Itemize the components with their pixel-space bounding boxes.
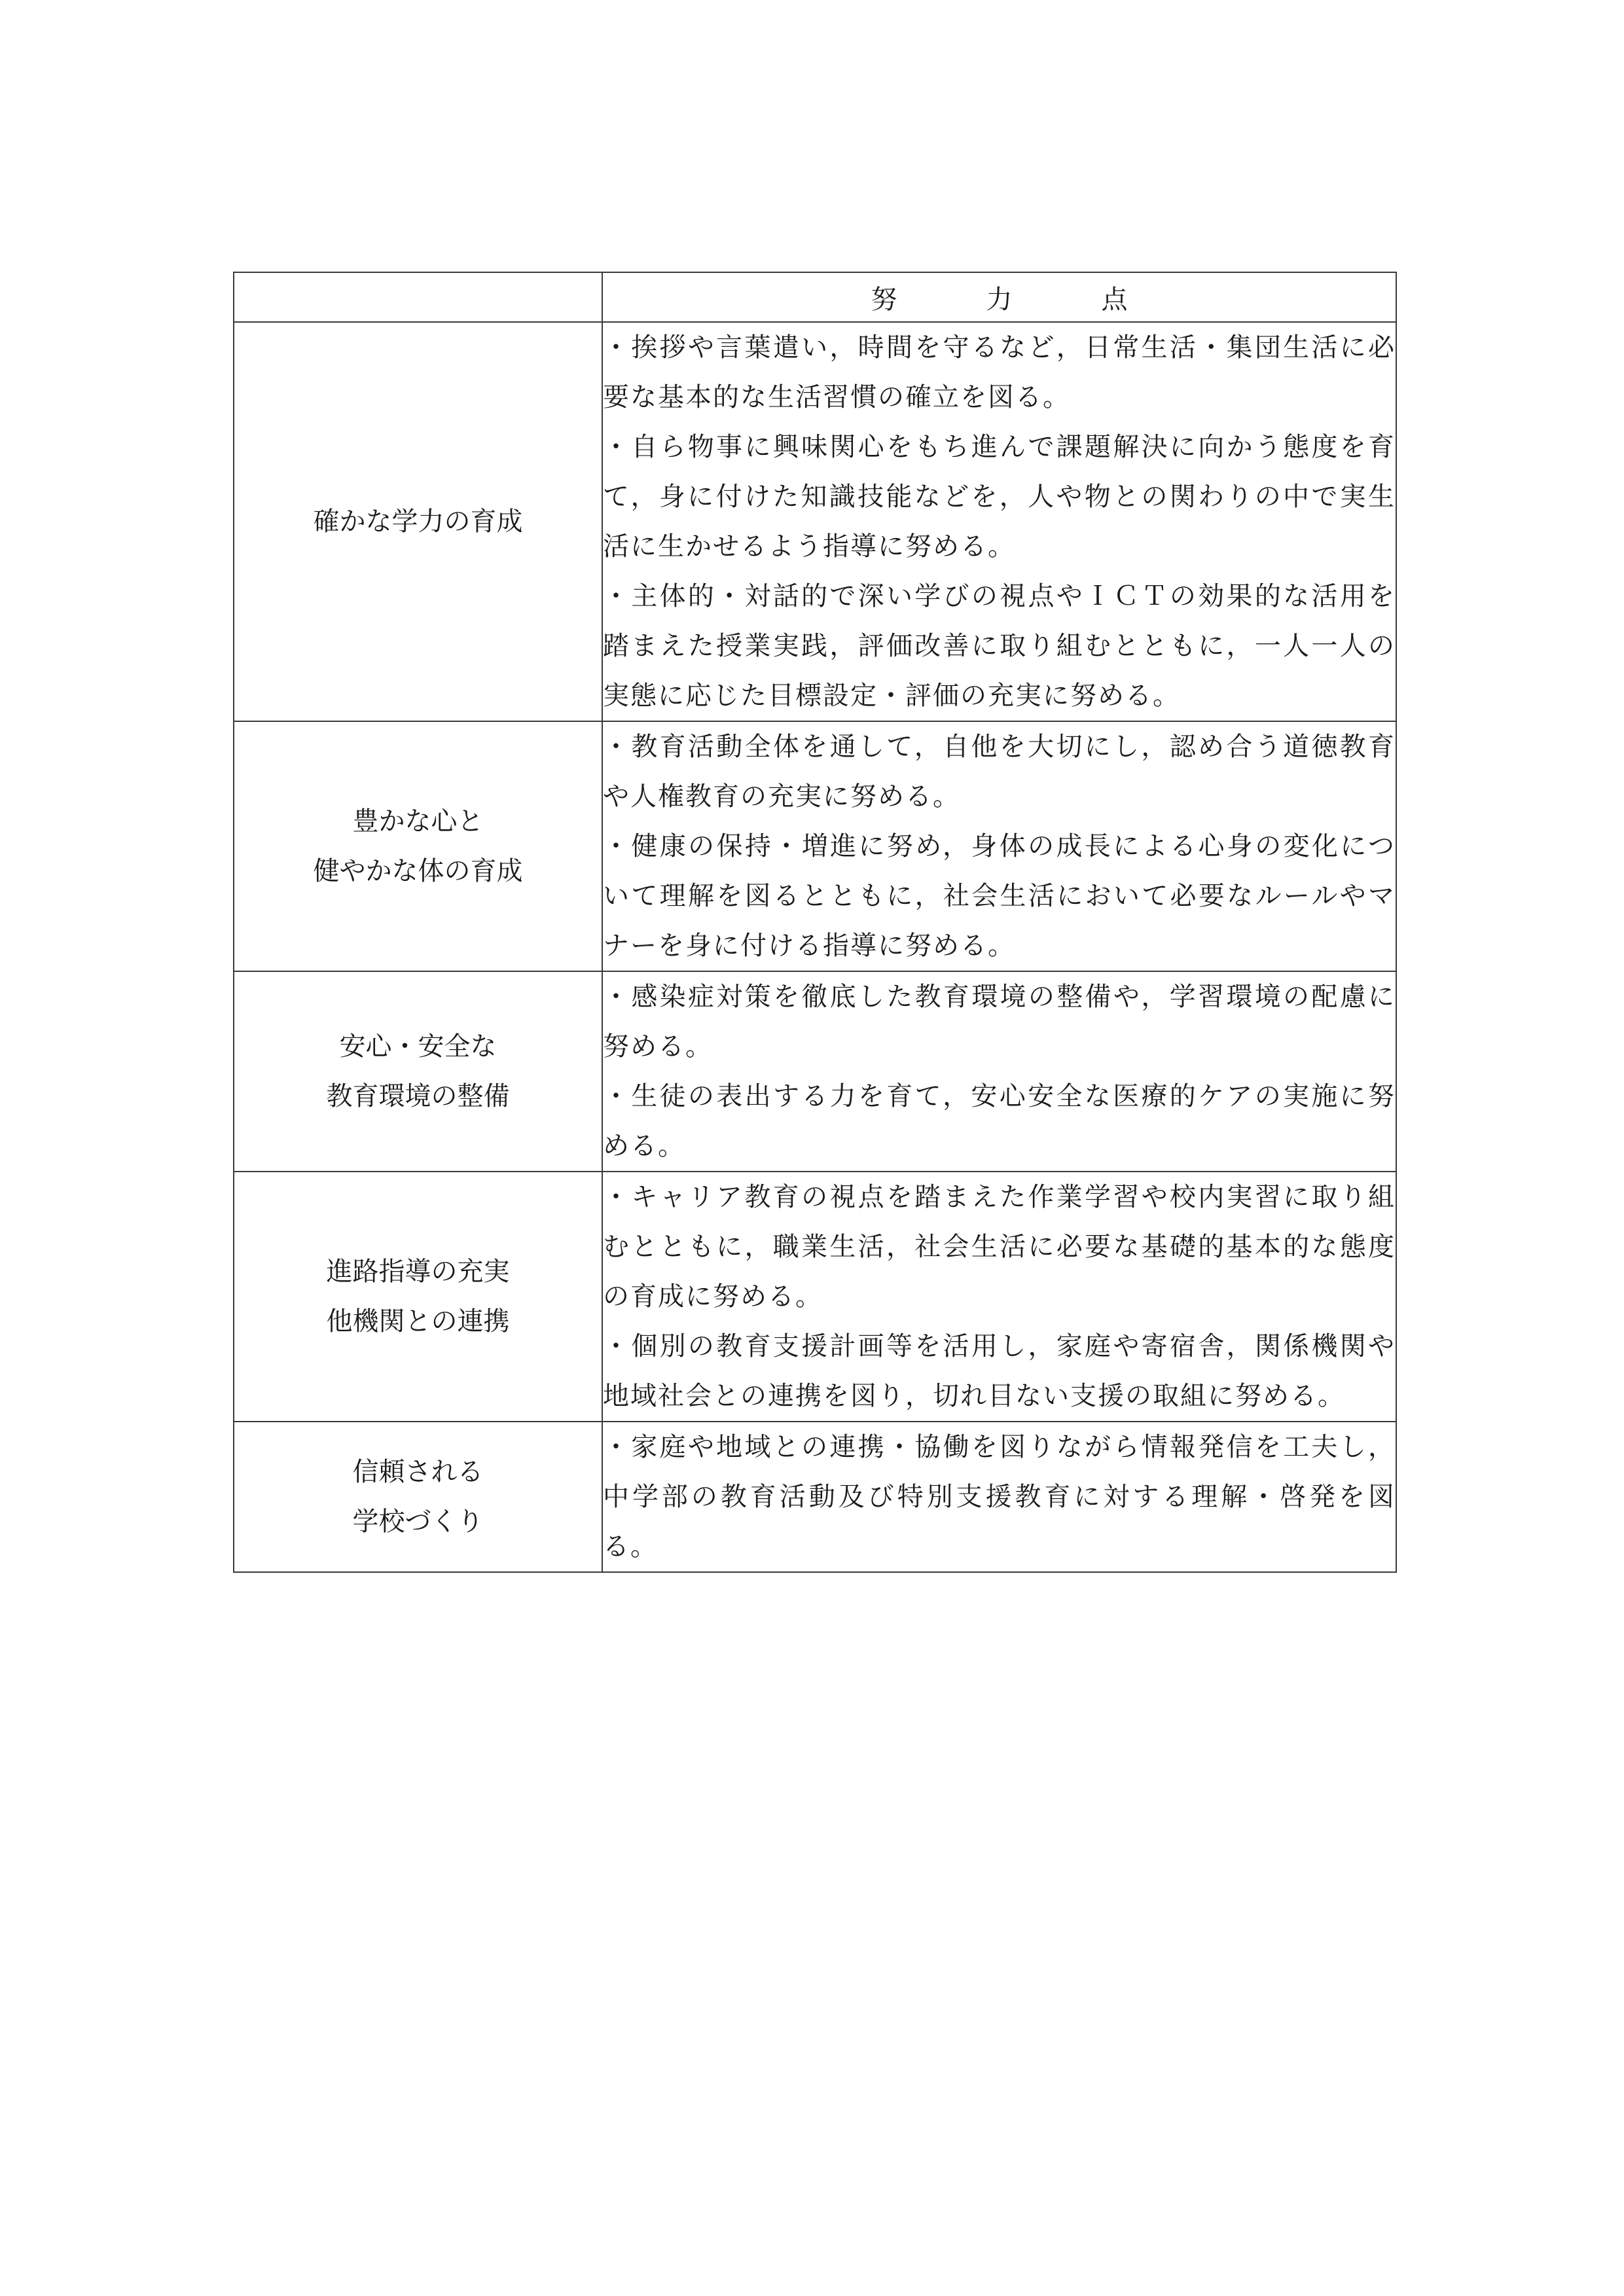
table-row	[234, 721, 1396, 971]
bullet-item: ・主体的・対話的で深い学びの視点やＩＣＴの効果的な活用を踏まえた授業実践，評価改善に取り組むとともに，一人一人の実態に応じた目標設定・評価の充実に努める。	[603, 581, 1396, 711]
row-body-cell	[602, 971, 1396, 1172]
row-label: 進路指導の充実	[326, 1257, 510, 1287]
row-label: 健やかな体の育成	[313, 856, 523, 886]
bullet-item: ・キャリア教育の視点を踏まえた作業学習や校内実習に取り組むとともに，職業生活，社会生活に必要な基礎的基本的な態度の育成に努める。	[603, 1182, 1396, 1312]
row-label: 教育環境の整備	[326, 1081, 510, 1111]
effort-points-table	[233, 272, 1397, 1573]
table-row	[234, 1172, 1396, 1422]
row-label-cell	[234, 721, 602, 971]
table-row	[234, 971, 1396, 1172]
row-label-cell	[234, 1172, 602, 1422]
row-label: 確かな学力の育成	[313, 507, 523, 537]
bullet-item: ・自ら物事に興味関心をもち進んで課題解決に向かう態度を育て，身に付けた知識技能などを，人や物との関わりの中で実生活に生かせるよう指導に努める。	[603, 432, 1396, 562]
row-label: 安心・安全な	[339, 1031, 497, 1062]
row-body-cell	[602, 721, 1396, 971]
bullet-item: ・個別の教育支援計画等を活用し，家庭や寄宿舎，関係機関や地域社会との連携を図り，切れ目ない支援の取組に努める。	[603, 1331, 1396, 1411]
bullet-item: ・健康の保持・増進に努め，身体の成長による心身の変化について理解を図るとともに，社会生活において必要なルールやマナーを身に付ける指導に努める。	[603, 831, 1396, 961]
bullet-item: ・生徒の表出する力を育て，安心安全な医療的ケアの実施に努める。	[603, 1081, 1396, 1161]
row-label: 信頼される	[352, 1457, 484, 1487]
bullet-item: ・家庭や地域との連携・協働を図りながら情報発信を工夫し，中学部の教育活動及び特別支援教育に対する理解・啓発を図る。	[603, 1432, 1396, 1562]
header-label-cell	[234, 272, 602, 322]
row-label-cell	[234, 322, 602, 721]
table-row	[234, 1422, 1396, 1572]
row-body-cell	[602, 1172, 1396, 1422]
row-label: 豊かな心と	[352, 806, 484, 836]
table-header-row	[234, 272, 1396, 322]
row-body-cell	[602, 1422, 1396, 1572]
row-label-cell	[234, 1422, 602, 1572]
row-label: 学校づくり	[352, 1507, 484, 1537]
bullet-item: ・挨拶や言葉遣い，時間を守るなど，日常生活・集団生活に必要な基本的な生活習慣の確立を図る。	[603, 332, 1396, 412]
row-label-cell	[234, 971, 602, 1172]
bullet-item: ・感染症対策を徹底した教育環境の整備や，学習環境の配慮に努める。	[603, 982, 1396, 1062]
table-row	[234, 322, 1396, 721]
row-label: 他機関との連携	[326, 1306, 510, 1336]
header-title-cell	[602, 272, 1396, 322]
header-title: 努 力 点	[871, 284, 1159, 315]
row-body-cell	[602, 322, 1396, 721]
bullet-item: ・教育活動全体を通して，自他を大切にし，認め合う道徳教育や人権教育の充実に努める。	[603, 732, 1396, 812]
